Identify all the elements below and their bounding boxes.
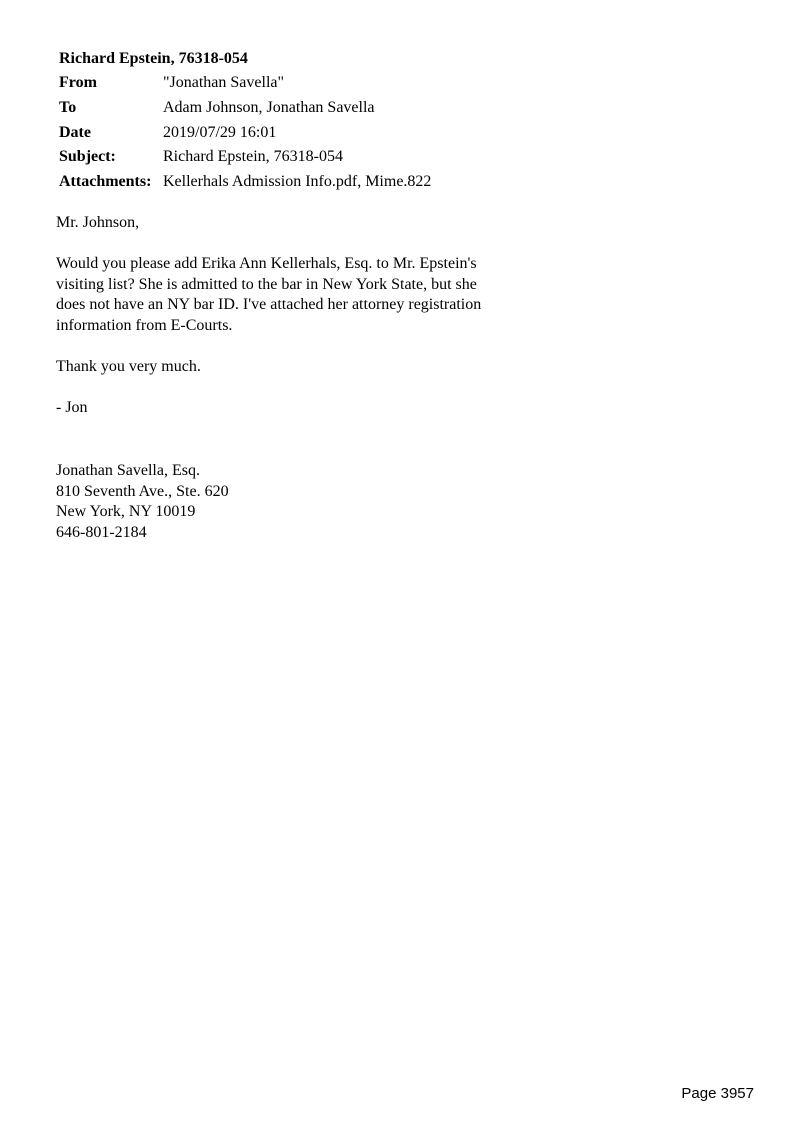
header-row-date	[59, 123, 431, 148]
header-row-subject	[59, 147, 431, 172]
email-title: Richard Epstein, 76318-054	[59, 50, 248, 67]
header-value: Adam Johnson, Jonathan Savella	[163, 98, 375, 116]
email-signature	[56, 461, 229, 543]
header-label: From	[59, 74, 97, 91]
signature-line: New York, NY 10019	[56, 503, 196, 520]
header-value: "Jonathan Savella"	[163, 74, 285, 91]
header-value: 2019/07/29 16:01	[163, 123, 277, 141]
header-row-to	[59, 98, 431, 123]
header-label: To	[59, 98, 77, 116]
header-row-attachments	[59, 172, 431, 197]
email-header-table	[59, 73, 431, 197]
header-label: Date	[59, 123, 91, 141]
header-value: Kellerhals Admission Info.pdf, Mime.822	[163, 173, 432, 191]
paragraph-line: information from E-Courts.	[56, 316, 233, 334]
email-thanks: Thank you very much.	[56, 357, 201, 375]
signature-line: 646-801-2184	[56, 523, 147, 541]
header-label: Attachments:	[59, 173, 152, 191]
header-row-from	[59, 73, 431, 98]
signature-line: 810 Seventh Ave., Ste. 620	[56, 482, 229, 500]
email-signoff: - Jon	[56, 398, 88, 416]
signature-line: Jonathan Savella, Esq.	[56, 462, 200, 479]
email-body	[56, 213, 576, 418]
paragraph-line: does not have an NY bar ID. I've attached her attorney registration	[56, 296, 482, 313]
page-number: Page 3957	[681, 1085, 754, 1102]
paragraph-line: visiting list? She is admitted to the bar in New York State, but she	[56, 275, 477, 293]
email-paragraph	[56, 254, 576, 336]
header-label: Subject:	[59, 148, 116, 166]
email-greeting: Mr. Johnson,	[56, 214, 140, 231]
paragraph-line: Would you please add Erika Ann Kellerhals, Esq. to Mr. Epstein's	[56, 255, 477, 272]
header-value: Richard Epstein, 76318-054	[163, 148, 343, 166]
